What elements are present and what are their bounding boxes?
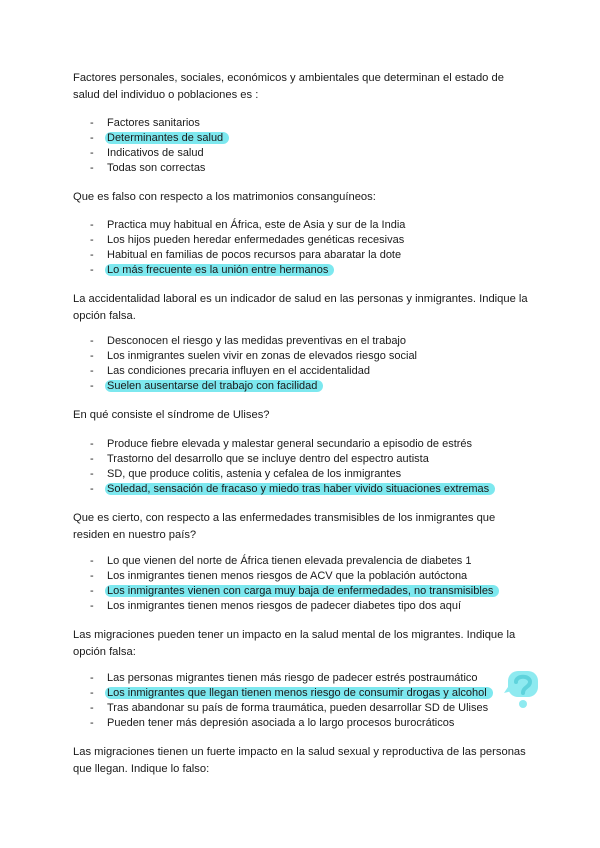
question-3-option-2: - Los inmigrantes suelen vivir en zonas de elevados riesgo social (90, 349, 417, 364)
question-2-option-3: - Habitual en familias de pocos recursos para abaratar la dote (90, 248, 405, 263)
question-5-option-1: - Lo que vienen del norte de África tienen elevada prevalencia de diabetes 1 (90, 554, 499, 569)
question-5-option-2: - Los inmigrantes tienen menos riesgos de ACV que la población autóctona (90, 569, 499, 584)
question-4-option-2: - Trastorno del desarrollo que se incluye dentro del espectro autista (90, 452, 495, 467)
question-6-option-2-answer: - Los inmigrantes que llegan tienen menos riesgo de consumir drogas y alcohol (90, 686, 493, 701)
question-1-option-1: - Factores sanitarios (90, 116, 229, 131)
question-2-option-1: - Practica muy habitual en África, este de Asia y sur de la India (90, 218, 405, 233)
question-2-option-2: - Los hijos pueden heredar enfermedades genéticas recesivas (90, 233, 405, 248)
question-3-option-4-answer: - Suelen ausentarse del trabajo con facilidad (90, 379, 417, 394)
question-2-text: Que es falso con respecto a los matrimonios consanguíneos: (73, 191, 376, 203)
question-5-option-4: - Los inmigrantes tienen menos riesgos de padecer diabetes tipo dos aquí (90, 599, 499, 614)
question-3-options (90, 334, 417, 394)
question-5-text: Que es cierto, con respecto a las enfermedades transmisibles de los inmigrantes que residen en nuestro país? (73, 512, 496, 541)
question-6-option-4: - Pueden tener más depresión asociada a lo largo procesos burocráticos (90, 716, 493, 731)
question-6-option-3: - Tras abandonar su país de forma traumática, pueden desarrollar SD de Ulises (90, 701, 493, 716)
question-1-option-2-answer: - Determinantes de salud (90, 131, 229, 146)
question-1-option-3: - Indicativos de salud (90, 146, 229, 161)
question-6-text: Las migraciones pueden tener un impacto en la salud mental de los migrantes. Indique la opción falsa: (73, 629, 516, 658)
question-3-text: La accidentalidad laboral es un indicador de salud en las personas y inmigrantes. Indique la opción falsa. (73, 293, 528, 322)
question-5-options (90, 554, 499, 614)
question-4-option-1: - Produce fiebre elevada y malestar general secundario a episodio de estrés (90, 437, 495, 452)
question-3-option-1: - Desconocen el riesgo y las medidas preventivas en el trabajo (90, 334, 417, 349)
question-1-options (90, 116, 229, 176)
question-mark-icon (502, 667, 542, 713)
question-4-options (90, 437, 495, 497)
question-7-text: Las migraciones tienen un fuerte impacto en la salud sexual y reproductiva de las personas que llegan. Indique lo falso: (73, 746, 526, 775)
question-3-option-3: - Las condiciones precaria influyen en el accidentalidad (90, 364, 417, 379)
question-1-text: Factores personales, sociales, económicos y ambientales que determinan el estado de salud del individuo o poblaciones es : (73, 72, 504, 101)
question-2-options (90, 218, 405, 278)
question-4-text: En qué consiste el síndrome de Ulises? (73, 409, 270, 421)
question-1-option-4: - Todas son correctas (90, 161, 229, 176)
question-4-option-4-answer: - Soledad, sensación de fracaso y miedo tras haber vivido situaciones extremas (90, 482, 495, 497)
question-2-option-4-answer: - Lo más frecuente es la unión entre hermanos (90, 263, 405, 278)
question-5-option-3-answer: - Los inmigrantes vienen con carga muy baja de enfermedades, no transmisibles (90, 584, 499, 599)
question-6-option-1: - Las personas migrantes tienen más riesgo de padecer estrés postraumático (90, 671, 493, 686)
question-6-options (90, 671, 493, 731)
question-4-option-3: - SD, que produce colitis, astenia y cefalea de los inmigrantes (90, 467, 495, 482)
